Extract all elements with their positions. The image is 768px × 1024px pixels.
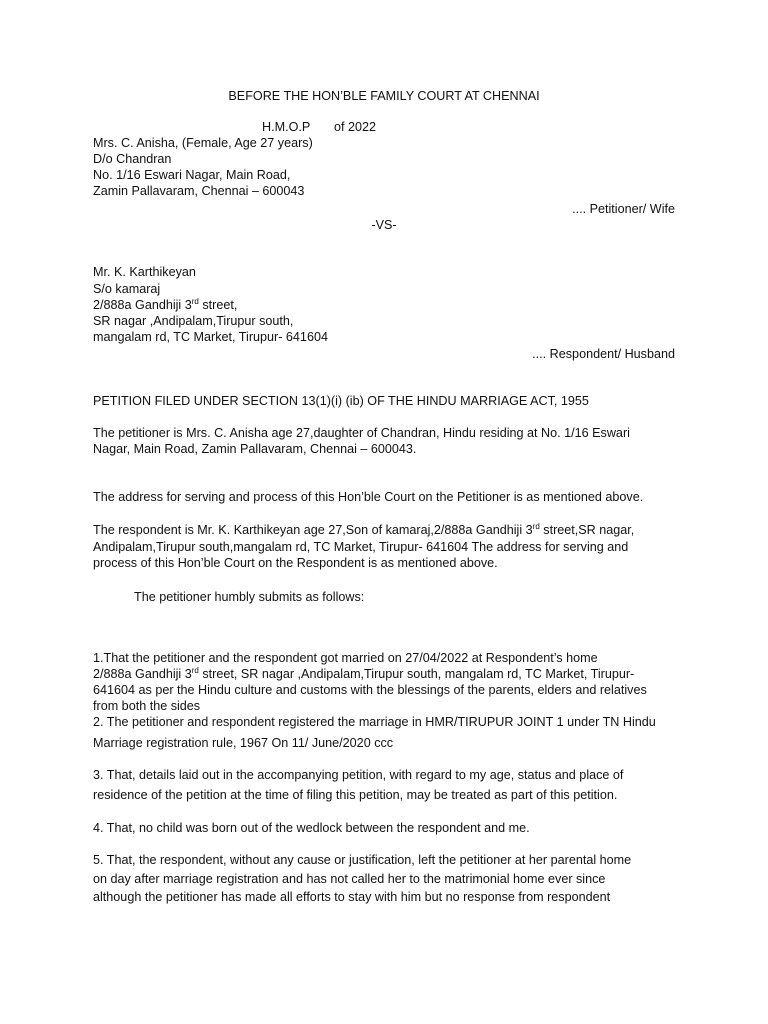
petitioner-role: .... Petitioner/ Wife bbox=[572, 202, 675, 216]
respondent-address-line3: mangalam rd, TC Market, Tirupur- 641604 bbox=[93, 330, 328, 344]
para3-line2: residence of the petition at the time of filing this petition, may be treated as part of this petition. bbox=[93, 788, 618, 802]
para2-line1: 2. The petitioner and respondent registered the marriage in HMR/TIRUPUR JOINT 1 under TN Hindu bbox=[93, 715, 656, 729]
petition-title: PETITION FILED UNDER SECTION 13(1)(i) (ib) OF THE HINDU MARRIAGE ACT, 1955 bbox=[93, 394, 589, 408]
respondent-address-line1: 2/888a Gandhiji 3rd street, bbox=[93, 297, 238, 312]
para1-line1: 1.That the petitioner and the respondent got married on 27/04/2022 at Respondent’s home bbox=[93, 651, 598, 665]
para5-line2: on day after marriage registration and has not called her to the matrimonial home ever since bbox=[93, 872, 606, 886]
court-heading: BEFORE THE HON’BLE FAMILY COURT AT CHENNAI bbox=[228, 89, 540, 103]
service-address-petitioner: The address for serving and process of this Hon’ble Court on the Petitioner is as mentioned above. bbox=[93, 490, 644, 504]
para2-line2: Marriage registration rule, 1967 On 11/ June/2020 ccc bbox=[93, 736, 394, 750]
petitioner-details-line2: Nagar, Main Road, Zamin Pallavaram, Chennai – 600043. bbox=[93, 442, 417, 456]
versus-label: -VS- bbox=[371, 218, 397, 232]
para1-line2: 2/888a Gandhiji 3rd street, SR nagar ,Andipalam,Tirupur south, mangalam rd, TC Market, Tirupur- bbox=[93, 666, 635, 681]
petitioner-parent: D/o Chandran bbox=[93, 152, 172, 166]
para1-line3: 641604 as per the Hindu culture and customs with the blessings of the parents, elders and relatives bbox=[93, 683, 647, 697]
para3-line1: 3. That, details laid out in the accompanying petition, with regard to my age, status and place of bbox=[93, 768, 624, 782]
respondent-details-line1: The respondent is Mr. K. Karthikeyan age 27,Son of kamaraj,2/888a Gandhiji 3rd street,SR nagar, bbox=[93, 522, 635, 537]
respondent-parent: S/o kamaraj bbox=[93, 282, 161, 296]
case-number-year: of 2022 bbox=[334, 120, 377, 134]
respondent-details-line2: Andipalam,Tirupur south,mangalam rd, TC Market, Tirupur- 641604 The address for serving and bbox=[93, 540, 629, 554]
submission-intro: The petitioner humbly submits as follows: bbox=[134, 590, 365, 604]
respondent-details-line3: process of this Hon’ble Court on the Respondent is as mentioned above. bbox=[93, 556, 498, 570]
petitioner-address-line2: Zamin Pallavaram, Chennai – 600043 bbox=[93, 184, 305, 198]
para5-line1: 5. That, the respondent, without any cause or justification, left the petitioner at her parental home bbox=[93, 853, 632, 867]
petitioner-details-line1: The petitioner is Mrs. C. Anisha age 27,daughter of Chandran, Hindu residing at No. 1/16 Eswari bbox=[93, 426, 630, 440]
para5-line3: although the petitioner has made all efforts to stay with him but no response from respondent bbox=[93, 890, 611, 904]
petitioner-address-line1: No. 1/16 Eswari Nagar, Main Road, bbox=[93, 168, 291, 182]
respondent-name: Mr. K. Karthikeyan bbox=[93, 265, 196, 279]
respondent-role: .... Respondent/ Husband bbox=[532, 347, 675, 361]
petitioner-name: Mrs. C. Anisha, (Female, Age 27 years) bbox=[93, 136, 313, 150]
para4: 4. That, no child was born out of the wedlock between the respondent and me. bbox=[93, 821, 530, 835]
respondent-address-line2: SR nagar ,Andipalam,Tirupur south, bbox=[93, 314, 294, 328]
case-number-prefix: H.M.O.P bbox=[262, 120, 311, 134]
para1-line4: from both the sides bbox=[93, 699, 201, 713]
